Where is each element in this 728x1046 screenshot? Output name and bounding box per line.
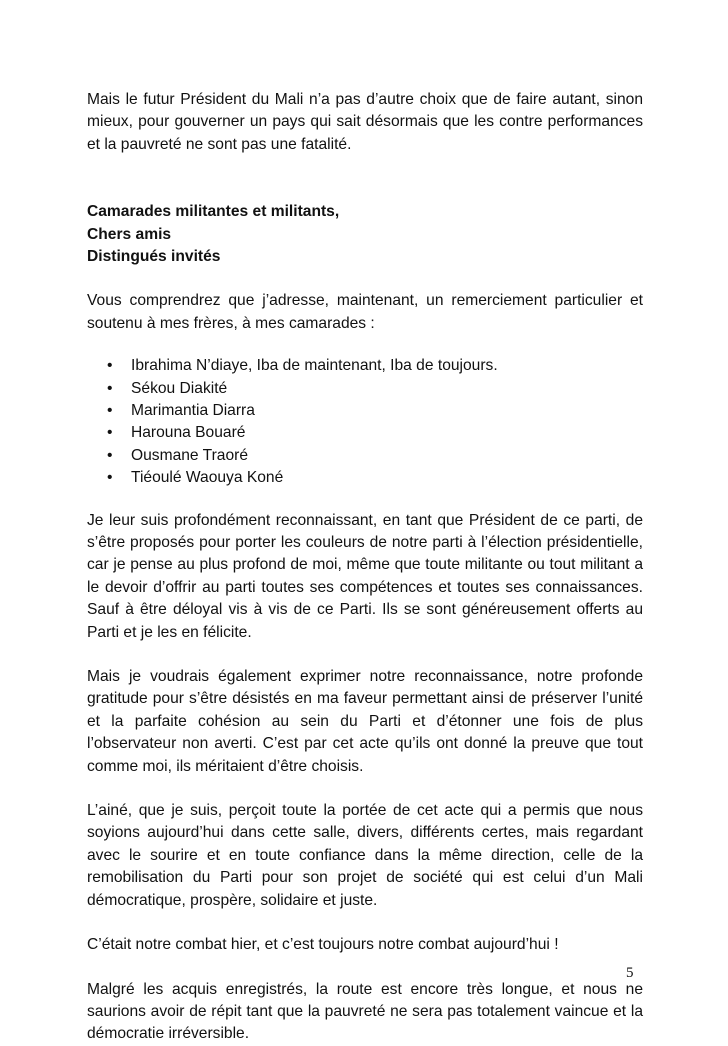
bullet-icon: • — [107, 469, 113, 487]
greeting-militants: Camarades militantes et militants, — [87, 203, 340, 221]
spacer — [87, 268, 643, 290]
list-item — [107, 378, 643, 400]
paragraph-road-ahead: Malgré les acquis enregistrés, la route est encore très longue, et nous ne saurions avoir de répit tant que la pauvreté ne sera pas totalement vaincue et la démocratie irréversible. — [87, 980, 643, 1043]
page-number: 5 — [626, 965, 634, 981]
greeting-block — [87, 201, 643, 268]
document-page — [87, 89, 643, 1046]
spacer — [87, 912, 643, 934]
paragraph-combat: C’était notre combat hier, et c’est toujours notre combat aujourd’hui ! — [87, 936, 559, 954]
paragraph-gratitude: Je leur suis profondément reconnaissant, en tant que Président de ce parti, de s’être proposés pour porter les couleurs de notre parti à l’élection présidentielle, car je pense au plus profond de moi, même que toute militante ou tout militant a le devoir d’offrir au parti toutes ses compétences et toutes ses connaissances. Sauf à être déloyal vis à vis de ce Parti. Ils se sont généreusement offerts au Parti et je les en félicite. — [87, 511, 643, 641]
bullet-icon: • — [107, 402, 113, 420]
list-item — [107, 355, 643, 377]
comrade-name: Marimantia Diarra — [131, 402, 255, 420]
spacer — [87, 156, 643, 201]
spacer — [87, 335, 643, 355]
comrade-name: Tiéoulé Waouya Koné — [131, 469, 284, 487]
comrade-name: Sékou Diakité — [131, 379, 228, 397]
paragraph-future-president: Mais le futur Président du Mali n’a pas d’autre choix que de faire autant, sinon mieux, pour gouverner un pays qui sait désormais que les contre performances et la pauvreté ne sont pas une fatalité. — [87, 91, 643, 153]
spacer — [87, 957, 643, 979]
comrade-name: Ibrahima N’diaye, Iba de maintenant, Iba de toujours. — [131, 357, 498, 375]
comrades-list — [87, 355, 643, 489]
bullet-icon: • — [107, 357, 113, 375]
spacer — [87, 490, 643, 510]
greeting-friends: Chers amis — [87, 225, 172, 243]
spacer — [87, 644, 643, 666]
paragraph-withdrawal: Mais je voudrais également exprimer notre reconnaissance, notre profonde gratitude pour s’être désistés en ma faveur permettant ainsi de préserver l’unité et la parfaite cohésion au sein du Parti et d’étonner une fois de plus l’observateur non averti. C’est par cet acte qu’ils ont donné la preuve que tout comme moi, ils méritaient d’être choisis. — [87, 668, 643, 775]
bullet-icon: • — [107, 379, 113, 397]
bullet-icon: • — [107, 424, 113, 442]
bullet-icon: • — [107, 446, 113, 464]
list-item — [107, 467, 643, 489]
comrade-name: Ousmane Traoré — [131, 446, 249, 464]
paragraph-elder: L’ainé, que je suis, perçoit toute la portée de cet acte qui a permis que nous soyions aujourd’hui dans cette salle, divers, différents certes, mais regardant avec le sourire et en toute confiance dans la même direction, celle de la remobilisation du Parti pour son projet de société qui est celui d’un Mali démocratique, prospère, solidaire et juste. — [87, 802, 643, 909]
list-item — [107, 400, 643, 422]
comrade-name: Harouna Bouaré — [131, 424, 246, 442]
list-item — [107, 422, 643, 444]
paragraph-thanks-intro: Vous comprendrez que j’adresse, maintenant, un remerciement particulier et soutenu à mes frères, à mes camarades : — [87, 292, 643, 332]
list-item — [107, 445, 643, 467]
spacer — [87, 778, 643, 800]
greeting-guests: Distingués invités — [87, 248, 221, 266]
